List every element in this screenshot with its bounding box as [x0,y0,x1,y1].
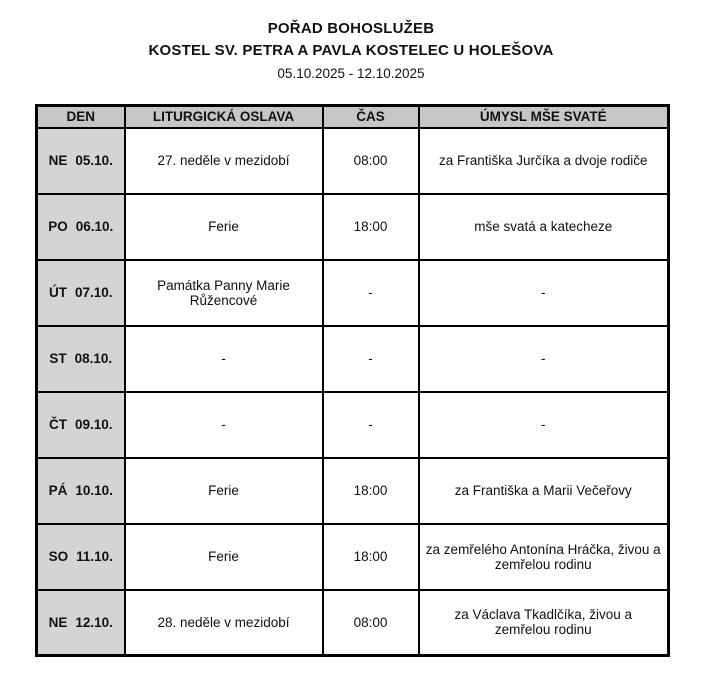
cell-celebration: - [125,326,323,392]
cell-celebration: Ferie [125,194,323,260]
cell-time: - [323,326,419,392]
column-header-den: DEN [37,106,125,128]
cell-time: 18:00 [323,458,419,524]
day-date: 10.10. [75,483,113,499]
day-abbr: ST [49,351,67,367]
document-date-range: 05.10.2025 - 12.10.2025 [277,65,425,81]
cell-celebration: 27. neděle v mezidobí [125,128,323,194]
table-row [37,128,669,194]
cell-day [37,326,125,392]
cell-time: 18:00 [323,524,419,590]
document-header [0,18,702,83]
table-header-row [37,106,669,128]
day-abbr: SO [48,549,69,565]
cell-celebration: Památka Panny Marie Růžencové [125,260,323,326]
document-subtitle: KOSTEL SV. PETRA A PAVLA KOSTELEC U HOLEŠOVA [148,41,554,59]
table-row [37,260,669,326]
cell-day [37,392,125,458]
cell-time: 08:00 [323,590,419,656]
table-row [37,326,669,392]
day-date: 09.10. [74,417,113,433]
day-abbr: PÁ [48,483,68,499]
schedule-table [35,104,670,657]
day-abbr: NE [48,153,68,169]
cell-intention: - [419,260,669,326]
cell-day [37,260,125,326]
cell-day [37,194,125,260]
day-abbr: NE [48,614,68,630]
column-header-liturgicka-oslava: LITURGICKÁ OSLAVA [125,106,323,128]
day-date: 11.10. [76,549,113,565]
table-row [37,590,669,656]
cell-intention: za Františka Jurčíka a dvoje rodiče [419,128,669,194]
day-date: 08.10. [74,351,113,367]
table-row [37,392,669,458]
cell-time: - [323,392,419,458]
day-date: 06.10. [75,219,114,235]
cell-time: - [323,260,419,326]
cell-day [37,524,125,590]
day-abbr: ÚT [48,285,67,301]
cell-intention: za Františka a Marii Večeřovy [419,458,669,524]
day-abbr: ČT [48,417,67,433]
cell-intention: za zemřelého Antonína Hráčka, živou a zemřelou rodinu [419,524,669,590]
cell-day [37,458,125,524]
cell-intention: - [419,326,669,392]
day-date: 12.10. [75,614,113,630]
cell-celebration: - [125,392,323,458]
cell-intention: - [419,392,669,458]
cell-time: 18:00 [323,194,419,260]
table-row [37,194,669,260]
table-body [37,128,669,656]
table-header [37,106,669,128]
cell-day [37,128,125,194]
day-abbr: PO [48,219,68,235]
column-header-cas: ČAS [323,106,419,128]
cell-time: 08:00 [323,128,419,194]
document-title: POŘAD BOHOSLUŽEB [267,20,435,37]
cell-celebration: Ferie [125,458,323,524]
cell-celebration: 28. neděle v mezidobí [125,590,323,656]
cell-intention: za Václava Tkadlčíka, živou a zemřelou rodinu [419,590,669,656]
cell-intention: mše svatá a katecheze [419,194,669,260]
day-date: 05.10. [75,153,113,169]
table-row [37,458,669,524]
table-row [37,524,669,590]
column-header-umysl: ÚMYSL MŠE SVATÉ [419,106,669,128]
cell-day [37,590,125,656]
day-date: 07.10. [74,285,113,301]
cell-celebration: Ferie [125,524,323,590]
